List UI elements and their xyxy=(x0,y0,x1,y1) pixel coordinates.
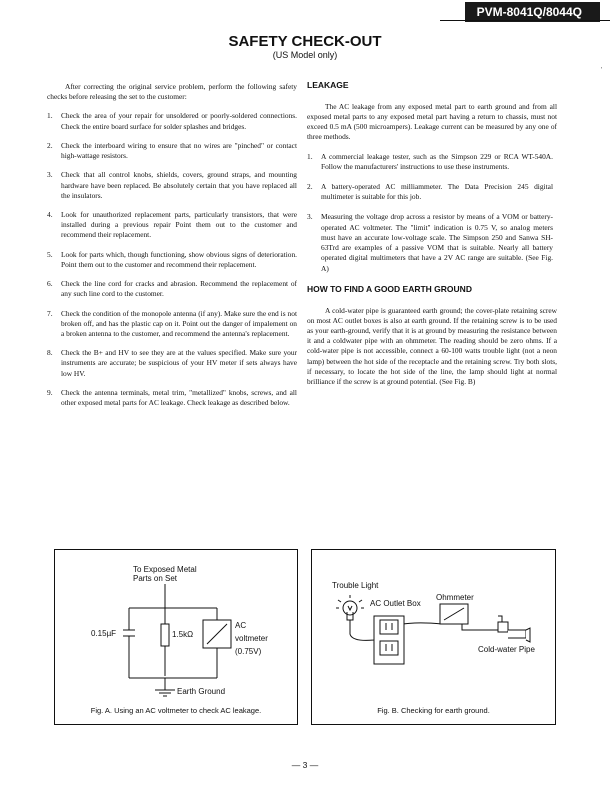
check-number: 8. xyxy=(47,348,53,358)
wiring xyxy=(350,616,492,640)
figure-b-caption: Fig. B. Checking for earth ground. xyxy=(377,706,490,715)
meter-label-1: AC xyxy=(235,621,247,630)
page-subtitle: (US Model only) xyxy=(272,50,338,60)
resistor-label: 1.5kΩ xyxy=(172,630,194,639)
check-number: 1. xyxy=(47,111,53,121)
fig-a-label-top-2: Parts on Set xyxy=(133,574,178,583)
check-text: Check that all control knobs, shields, covers, ground straps, and mounting hardware have been replaced. Be absolutely certain that you have replaced all the insulators. xyxy=(61,170,297,200)
outlet-box-icon xyxy=(374,616,404,664)
check-item xyxy=(47,210,297,241)
check-number: 6. xyxy=(47,279,53,289)
check-number: 7. xyxy=(47,308,53,318)
check-number: 2. xyxy=(47,140,53,150)
trouble-light-label: Trouble Light xyxy=(332,581,379,590)
pipe-label: Cold-water Pipe xyxy=(478,645,535,654)
method-text: A battery-operated AC milliammeter. The Data Precision 245 digital multimeter is suitable for this job. xyxy=(321,182,553,202)
check-number: 3. xyxy=(47,170,53,180)
page-title: SAFETY CHECK-OUT xyxy=(228,33,382,50)
check-item xyxy=(47,309,297,340)
check-item xyxy=(47,111,297,131)
check-number: 5. xyxy=(47,249,53,259)
fig-a-label-top-1: To Exposed Metal xyxy=(133,565,197,574)
header-rule xyxy=(440,20,610,21)
water-pipe-icon xyxy=(488,616,530,642)
ohmmeter-label: Ohmmeter xyxy=(436,593,474,602)
meter-label-2: voltmeter xyxy=(235,634,268,643)
figure-a-caption: Fig. A. Using an AC voltmeter to check AC leakage. xyxy=(90,706,262,715)
voltmeter-symbol xyxy=(203,620,231,648)
check-item xyxy=(47,141,297,161)
outlet-box-label: AC Outlet Box xyxy=(370,599,421,608)
figure-b xyxy=(311,549,556,725)
check-text: Check the line cord for cracks and abrasion. Recommend the replacement of any such line cord to the customer. xyxy=(61,279,297,299)
check-text: Check the interboard wiring to ensure that no wires are "pinched" or contact high-wattage resistors. xyxy=(61,140,297,161)
check-text: Check the B+ and HV to see they are at the values specified. Make sure your instruments are accurate; be suspicious of your HV meter if sets always have low HV. xyxy=(61,348,297,378)
method-number: 3. xyxy=(307,212,313,222)
check-text: Check the antenna terminals, metal trim, "metallized" knobs, screws, and all other exposed metal parts for AC leakage. Check leakage as described below. xyxy=(61,387,297,408)
method-number: 1. xyxy=(307,151,313,161)
method-text: Measuring the voltage drop across a resistor by means of a VOM or battery-operated AC voltmeter. The "limit" indication is 0.75 V, so analog meters must have an accurate low-voltage scale. The Simpson 250 and Sanwa SH-63Trd are examples of a passive VOM that is suitable. Nearly all battery operated digital multimeters that have a 2V AC range are suitable. (See Fig. A) xyxy=(321,212,553,273)
check-item xyxy=(47,170,297,201)
check-number: 9. xyxy=(47,387,53,397)
earth-ground-heading: HOW TO FIND A GOOD EARTH GROUND xyxy=(307,283,472,294)
meter-label-3: (0.75V) xyxy=(235,647,262,656)
leakage-heading: LEAKAGE xyxy=(307,80,349,90)
check-item xyxy=(47,388,297,408)
capacitor-label: 0.15µF xyxy=(91,629,117,638)
figure-a xyxy=(54,549,298,725)
check-text: Check the condition of the monopole antenna (if any). Make sure the end is not broken off, and has the plastic cap on it. Point out the danger of impalement on a broken antenna to the customer, and recommend the antenna's replacement. xyxy=(61,308,297,338)
check-item xyxy=(47,250,297,270)
margin-mark: ' xyxy=(601,66,603,74)
earth-ground-diagram xyxy=(312,550,555,724)
model-number-tag: PVM-8041Q/8044Q xyxy=(465,2,600,22)
check-text: Check the area of your repair for unsoldered or poorly-soldered connections. Check the entire board surface for solder splashes and bridges. xyxy=(61,111,297,131)
leakage-intro: The AC leakage from any exposed metal part to earth ground and from all exposed metal parts to any exposed metal part having a return to chassis, must not exceed 0.5 mA (500 microampers). Leakage current can be measured by any one of three methods. xyxy=(307,101,557,142)
method-item xyxy=(307,182,557,202)
check-text: Look for unauthorized replacement parts, particularly transistors, that were installed during a previous repair Point them out to the customer and recommend their replacement. xyxy=(61,209,297,240)
resistor-symbol xyxy=(161,624,169,646)
checks-intro: After correcting the original service problem, perform the following safety checks before releasing the set to the customer: xyxy=(47,82,297,102)
method-text: A commercial leakage tester, such as the Simpson 229 or RCA WT-540A. Follow the manufacturers' instructions to use these instruments. xyxy=(321,151,553,171)
safety-checks-column xyxy=(47,82,297,417)
check-text: Look for parts which, though functioning, show obvious signs of deterioration. Point them out to the customer and recommend their replacement. xyxy=(61,249,297,269)
method-number: 2. xyxy=(307,182,313,192)
method-item xyxy=(307,152,557,172)
page-number: — 3 — xyxy=(291,760,319,770)
leakage-circuit-diagram xyxy=(55,550,297,724)
check-item xyxy=(47,279,297,299)
ohmmeter-icon xyxy=(440,604,468,624)
earth-ground-text: A cold-water pipe is guaranteed earth ground; the cover-plate retaining screw on most AC outlet boxes is also at earth ground. If the retaining screw is to be used as your earth-ground, verify that it is at ground by measuring the resistance between it and a coldwater pipe with an ohmmeter. The reading should be zero ohms. If a cold-water pipe is not accessible, connect a 60-100 watts trouble light (not a neon lamp) between the hot side of the receptacle and the retaining screw. Try both slots, if necessary, to locate the hot side of the line, the lamp should light at normal brilliance if the screw is at ground potential. (See Fig. B) xyxy=(307,305,557,387)
trouble-light-icon xyxy=(336,595,364,620)
method-item xyxy=(307,212,557,273)
leakage-column xyxy=(307,80,557,396)
ground-label: Earth Ground xyxy=(177,687,226,696)
check-number: 4. xyxy=(47,209,53,219)
check-item xyxy=(47,348,297,379)
